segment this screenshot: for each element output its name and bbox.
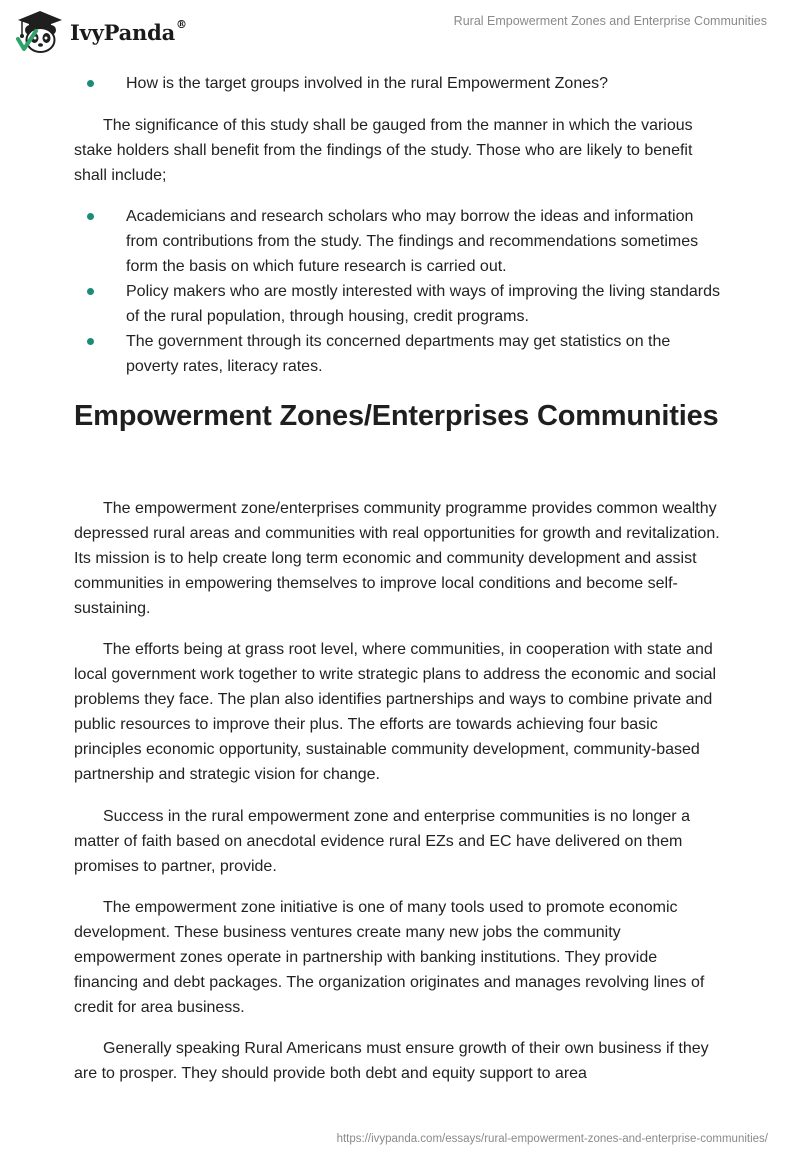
paragraph: The empowerment zone/enterprises community programme provides common wealthy depressed rural areas and communities with real opportunities for growth and revitalization. Its mission is to help create long term economic and community development and assist communities in empowering themselves to improve local conditions and become self-sustaining. (74, 500, 720, 617)
beneficiaries-list (74, 204, 724, 379)
source-url[interactable]: https://ivypanda.com/essays/rural-empowerment-zones-and-enterprise-communities/ (336, 1133, 768, 1145)
paragraph: Success in the rural empowerment zone and enterprise communities is no longer a matter of faith based on anecdotal evidence rural EZs and EC have delivered on them promises to partner, provide. (74, 808, 690, 875)
panda-graduate-icon (14, 9, 66, 55)
bullet-icon (87, 213, 94, 220)
bullet-icon (87, 288, 94, 295)
paragraph: The efforts being at grass root level, where communities, in cooperation with state and local government work together to write strategic plans to address the economic and social problems they face. The plan also identifies partnerships and ways to combine private and public resources to improve their plus. The efforts are towards achieving four basic principles economic opportunity, sustainable community development, community-based partnership and strategic vision for change. (74, 641, 717, 783)
research-questions-list (74, 71, 724, 96)
bullet-icon (87, 80, 94, 87)
paragraph: The empowerment zone initiative is one of many tools used to promote economic development. These business ventures create many new jobs the community empowerment zones operate in partnership with banking institutions. They provide financing and debt packages. The organization originates and manages revolving lines of credit for area business. (74, 899, 705, 1016)
list-item: The government through its concerned departments may get statistics on the poverty rates, literacy rates. (74, 329, 724, 379)
list-item: Academicians and research scholars who may borrow the ideas and information from contributions from the study. The findings and recommendations sometimes form the basis on which future research is carried out. (74, 204, 724, 279)
list-item: How is the target groups involved in the rural Empowerment Zones? (74, 71, 724, 96)
page-header (0, 0, 800, 60)
ivypanda-logo[interactable] (14, 8, 194, 56)
paragraph: Generally speaking Rural Americans must ensure growth of their own business if they are to prosper. They should provide both debt and equity support to area (74, 1040, 709, 1082)
paragraph: The significance of this study shall be gauged from the manner in which the various stake holders shall benefit from the findings of the study. Those who are likely to benefit shall include; (74, 117, 693, 184)
logo-wordmark: IvyPanda® (70, 17, 187, 45)
list-item: Policy makers who are mostly interested with ways of improving the living standards of the rural population, through housing, credit programs. (74, 279, 724, 329)
section-heading: Empowerment Zones/Enterprises Communities (74, 400, 719, 432)
document-title: Rural Empowerment Zones and Enterprise Communities (453, 14, 767, 28)
bullet-icon (87, 338, 94, 345)
